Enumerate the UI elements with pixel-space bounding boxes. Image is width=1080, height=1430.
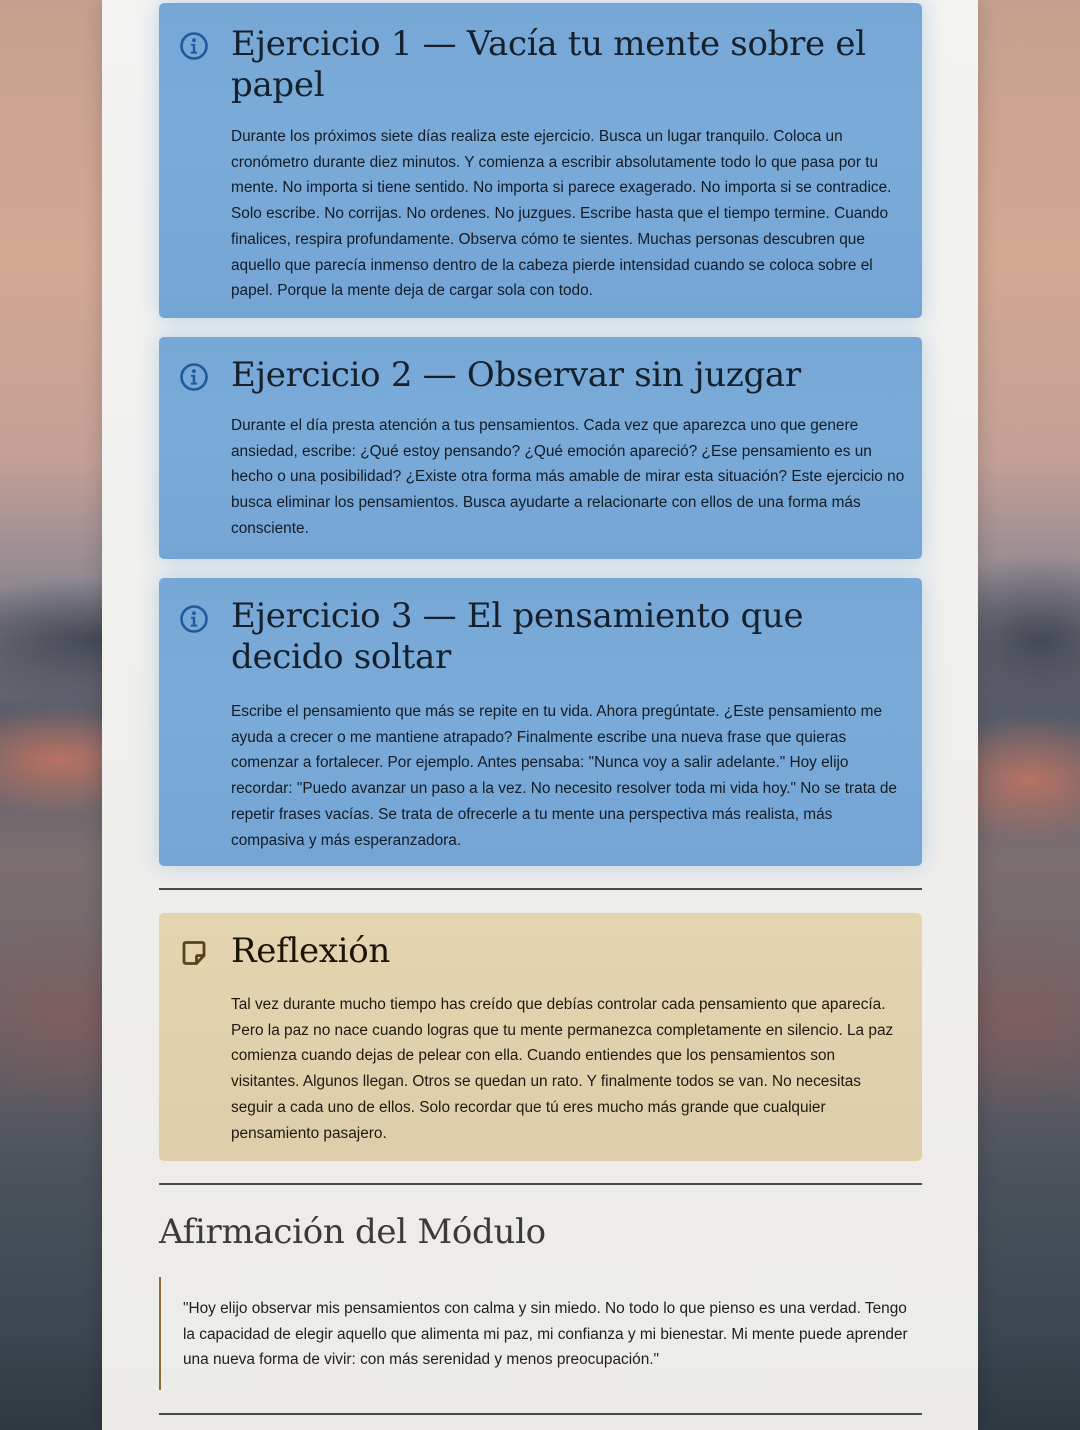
exercise-callout-1 [159, 3, 922, 318]
exercise-callout-2 [159, 337, 922, 559]
affirmation-heading: Afirmación del Módulo [159, 1212, 546, 1252]
exercise-title: Ejercicio 2 — Observar sin juzgar [231, 355, 801, 395]
exercise-title: Ejercicio 3 — El pensamiento que decido soltar [231, 596, 804, 677]
divider [159, 1413, 922, 1415]
exercise-text: Durante los próximos siete días realiza este ejercicio. Busca un lugar tranquilo. Coloca un cronómetro durante diez minutos. Y comienza a escribir absolutamente todo lo que pasa por tu mente. No importa si tiene sentido. No importa si parece exagerado. No importa si se contradice. Solo escribe. No corrijas. No ordenes. No juzgues. Escribe hasta que el tiempo termine. Cuando finalices, respira profundamente. Observa cómo te sientes. Muchas personas descubren que aquello que parecía inmenso dentro de la cabeza pierde intensidad cuando se coloca sobre el papel. Porque la mente deja de cargar sola con todo. [231, 128, 892, 300]
affirmation-quote-text: "Hoy elijo observar mis pensamientos con calma y sin miedo. No todo lo que pienso es una verdad. Tengo la capacidad de elegir aquello que alimenta mi paz, mi confianza y mi bienestar. Mi mente puede aprender una nueva forma de vivir: con más serenidad y menos preocupación." [183, 1300, 908, 1369]
exercise-callout-3 [159, 578, 922, 866]
note-icon [179, 938, 209, 968]
document-page [102, 0, 978, 1430]
info-icon [179, 362, 209, 392]
exercise-text: Durante el día presta atención a tus pensamientos. Cada vez que aparezca uno que genere ansiedad, escribe: ¿Qué estoy pensando? ¿Qué emoción apareció? ¿Ese pensamiento es un hecho o una posibilidad? ¿Existe otra forma más amable de mirar esta situación? Este ejercicio no busca eliminar los pensamientos. Busca ayudarte a relacionarte con ellos de una forma más consciente. [231, 417, 905, 537]
exercise-title: Ejercicio 1 — Vacía tu mente sobre el papel [231, 24, 866, 105]
affirmation-quote [159, 1277, 922, 1390]
divider [159, 888, 922, 890]
divider [159, 1183, 922, 1185]
reflection-callout [159, 913, 922, 1161]
reflection-text: Tal vez durante mucho tiempo has creído que debías controlar cada pensamiento que aparecía. Pero la paz no nace cuando logras que tu mente permanezca completamente en silencio. La paz comienza cuando dejas de pelear con ella. Cuando entiendes que los pensamientos son visitantes. Algunos llegan. Otros se quedan un rato. Y finalmente todos se van. No necesitas seguir a cada uno de ellos. Solo recordar que tú eres mucho más grande que cualquier pensamiento pasajero. [231, 996, 894, 1142]
reflection-title: Reflexión [231, 931, 391, 971]
exercise-text: Escribe el pensamiento que más se repite en tu vida. Ahora pregúntate. ¿Este pensamiento me ayuda a crecer o me mantiene atrapado? Finalmente escribe una nueva frase que quieras comenzar a fortalecer. Por ejemplo. Antes pensaba: "Nunca voy a salir adelante." Hoy elijo recordar: "Puedo avanzar un paso a la vez. No necesito resolver toda mi vida hoy." No se trata de repetir frases vacías. Se trata de ofrecerle a tu mente una perspectiva más realista, más compasiva y más esperanzadora. [231, 703, 897, 849]
info-icon [179, 31, 209, 61]
info-icon [179, 604, 209, 634]
